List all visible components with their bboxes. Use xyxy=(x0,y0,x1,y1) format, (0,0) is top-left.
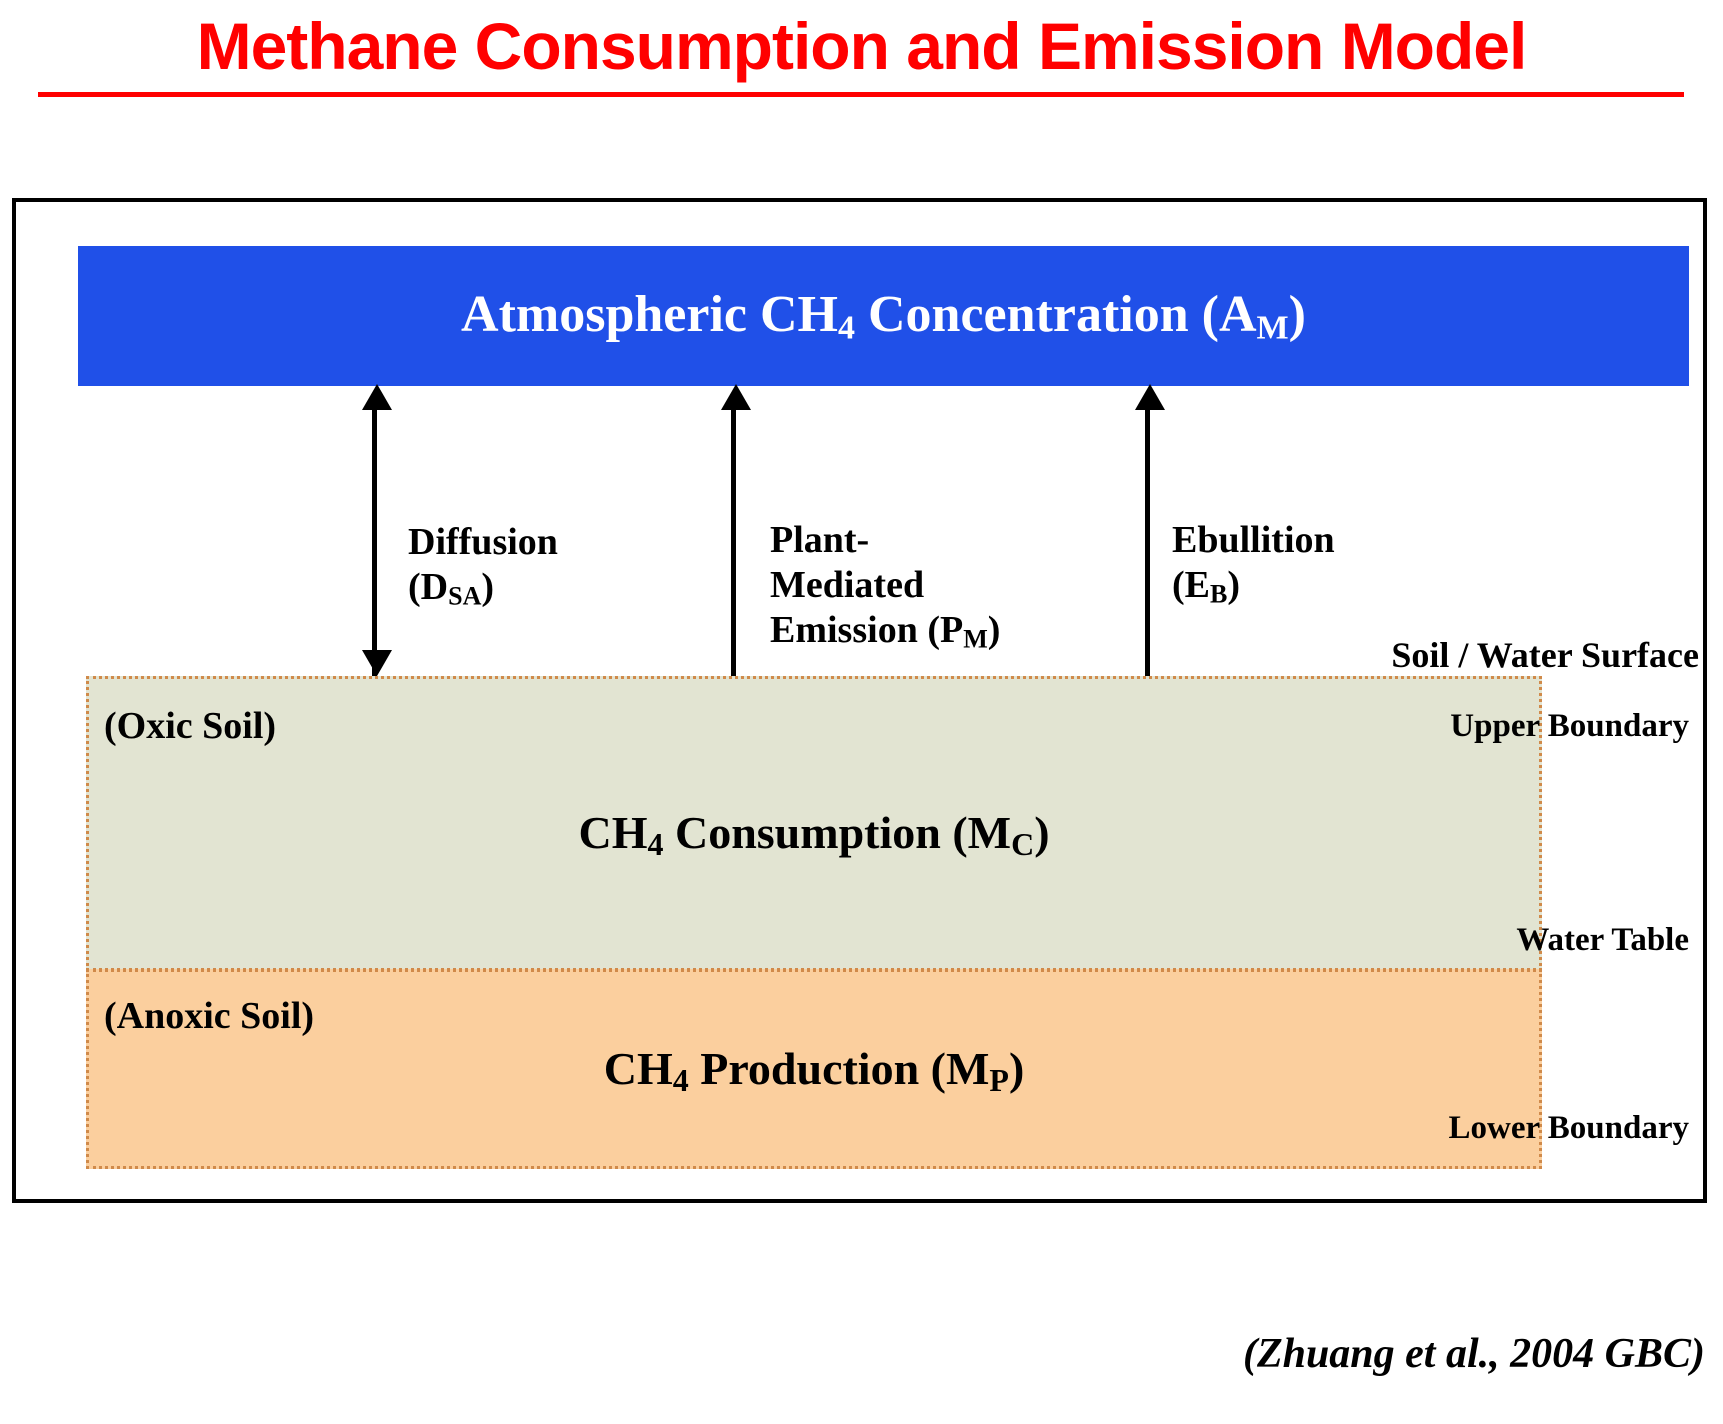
ch4-consumption-label xyxy=(86,806,1542,863)
plant-mediated-emission-label xyxy=(770,518,1000,655)
atmos-text-3: ) xyxy=(1288,285,1306,343)
diffusion-label-line2 xyxy=(408,565,558,612)
title-underline xyxy=(38,92,1684,97)
production-text-1: CH xyxy=(603,1043,673,1094)
plant-symbol-sub: M xyxy=(963,624,988,654)
ebullition-label-line2 xyxy=(1172,563,1335,610)
ebullition-label xyxy=(1172,518,1335,610)
plant-symbol-pre: Emission (P xyxy=(770,608,964,651)
diffusion-label-line1: Diffusion xyxy=(408,521,558,563)
diffusion-symbol-pre: (D xyxy=(408,565,449,608)
atmos-sub-m: M xyxy=(1256,309,1289,347)
atmospheric-concentration-label xyxy=(461,285,1306,347)
consumption-sub-c: C xyxy=(1011,826,1035,863)
consumption-sub-4: 4 xyxy=(647,826,664,863)
production-text-3: ) xyxy=(1008,1043,1025,1094)
diffusion-label xyxy=(408,520,558,612)
plant-label-line2: Mediated xyxy=(770,563,925,606)
plant-mediated-arrow-head-up xyxy=(721,384,751,410)
diffusion-arrow-head-down xyxy=(362,650,392,676)
ebullition-symbol-sub: B xyxy=(1210,579,1228,609)
diffusion-symbol-post: ) xyxy=(481,565,495,608)
ebullition-symbol-post: ) xyxy=(1227,563,1240,606)
diffusion-arrow-head-up xyxy=(362,384,392,410)
diffusion-symbol-sub: SA xyxy=(448,581,482,611)
plant-mediated-arrow-line xyxy=(731,408,736,676)
plant-label-line1: Plant- xyxy=(770,519,870,561)
atmos-text-2: Concentration (A xyxy=(855,285,1257,343)
water-table-label: Water Table xyxy=(1516,922,1689,958)
ebullition-label-line1: Ebullition xyxy=(1172,519,1335,561)
ebullition-symbol-pre: (E xyxy=(1172,563,1210,606)
consumption-text-2: Consumption (M xyxy=(663,807,1012,858)
ebullition-arrow-line xyxy=(1145,408,1150,676)
atmos-text-1: Atmospheric CH xyxy=(461,285,838,343)
production-text-2: Production (M xyxy=(688,1043,990,1094)
production-sub-4: 4 xyxy=(672,1062,689,1099)
plant-label-line3 xyxy=(770,608,1000,655)
diffusion-arrow-line xyxy=(372,408,377,676)
ch4-production-label xyxy=(86,1042,1542,1099)
atmos-sub-4: 4 xyxy=(838,309,855,347)
lower-boundary-label: Lower Boundary xyxy=(1448,1110,1689,1146)
citation: (Zhuang et al., 2004 GBC) xyxy=(1242,1331,1705,1377)
upper-boundary-label: Upper Boundary xyxy=(1450,708,1689,744)
page-title: Methane Consumption and Emission Model xyxy=(196,9,1527,83)
atmospheric-concentration-box xyxy=(78,246,1689,386)
production-sub-p: P xyxy=(989,1062,1009,1099)
oxic-soil-tag: (Oxic Soil) xyxy=(104,705,277,747)
soil-water-surface-label: Soil / Water Surface xyxy=(1391,635,1699,675)
anoxic-soil-tag: (Anoxic Soil) xyxy=(104,995,315,1037)
consumption-text-3: ) xyxy=(1034,807,1050,858)
consumption-text-1: CH xyxy=(578,807,648,858)
plant-symbol-post: ) xyxy=(987,608,1001,651)
ebullition-arrow-head-up xyxy=(1135,384,1165,410)
